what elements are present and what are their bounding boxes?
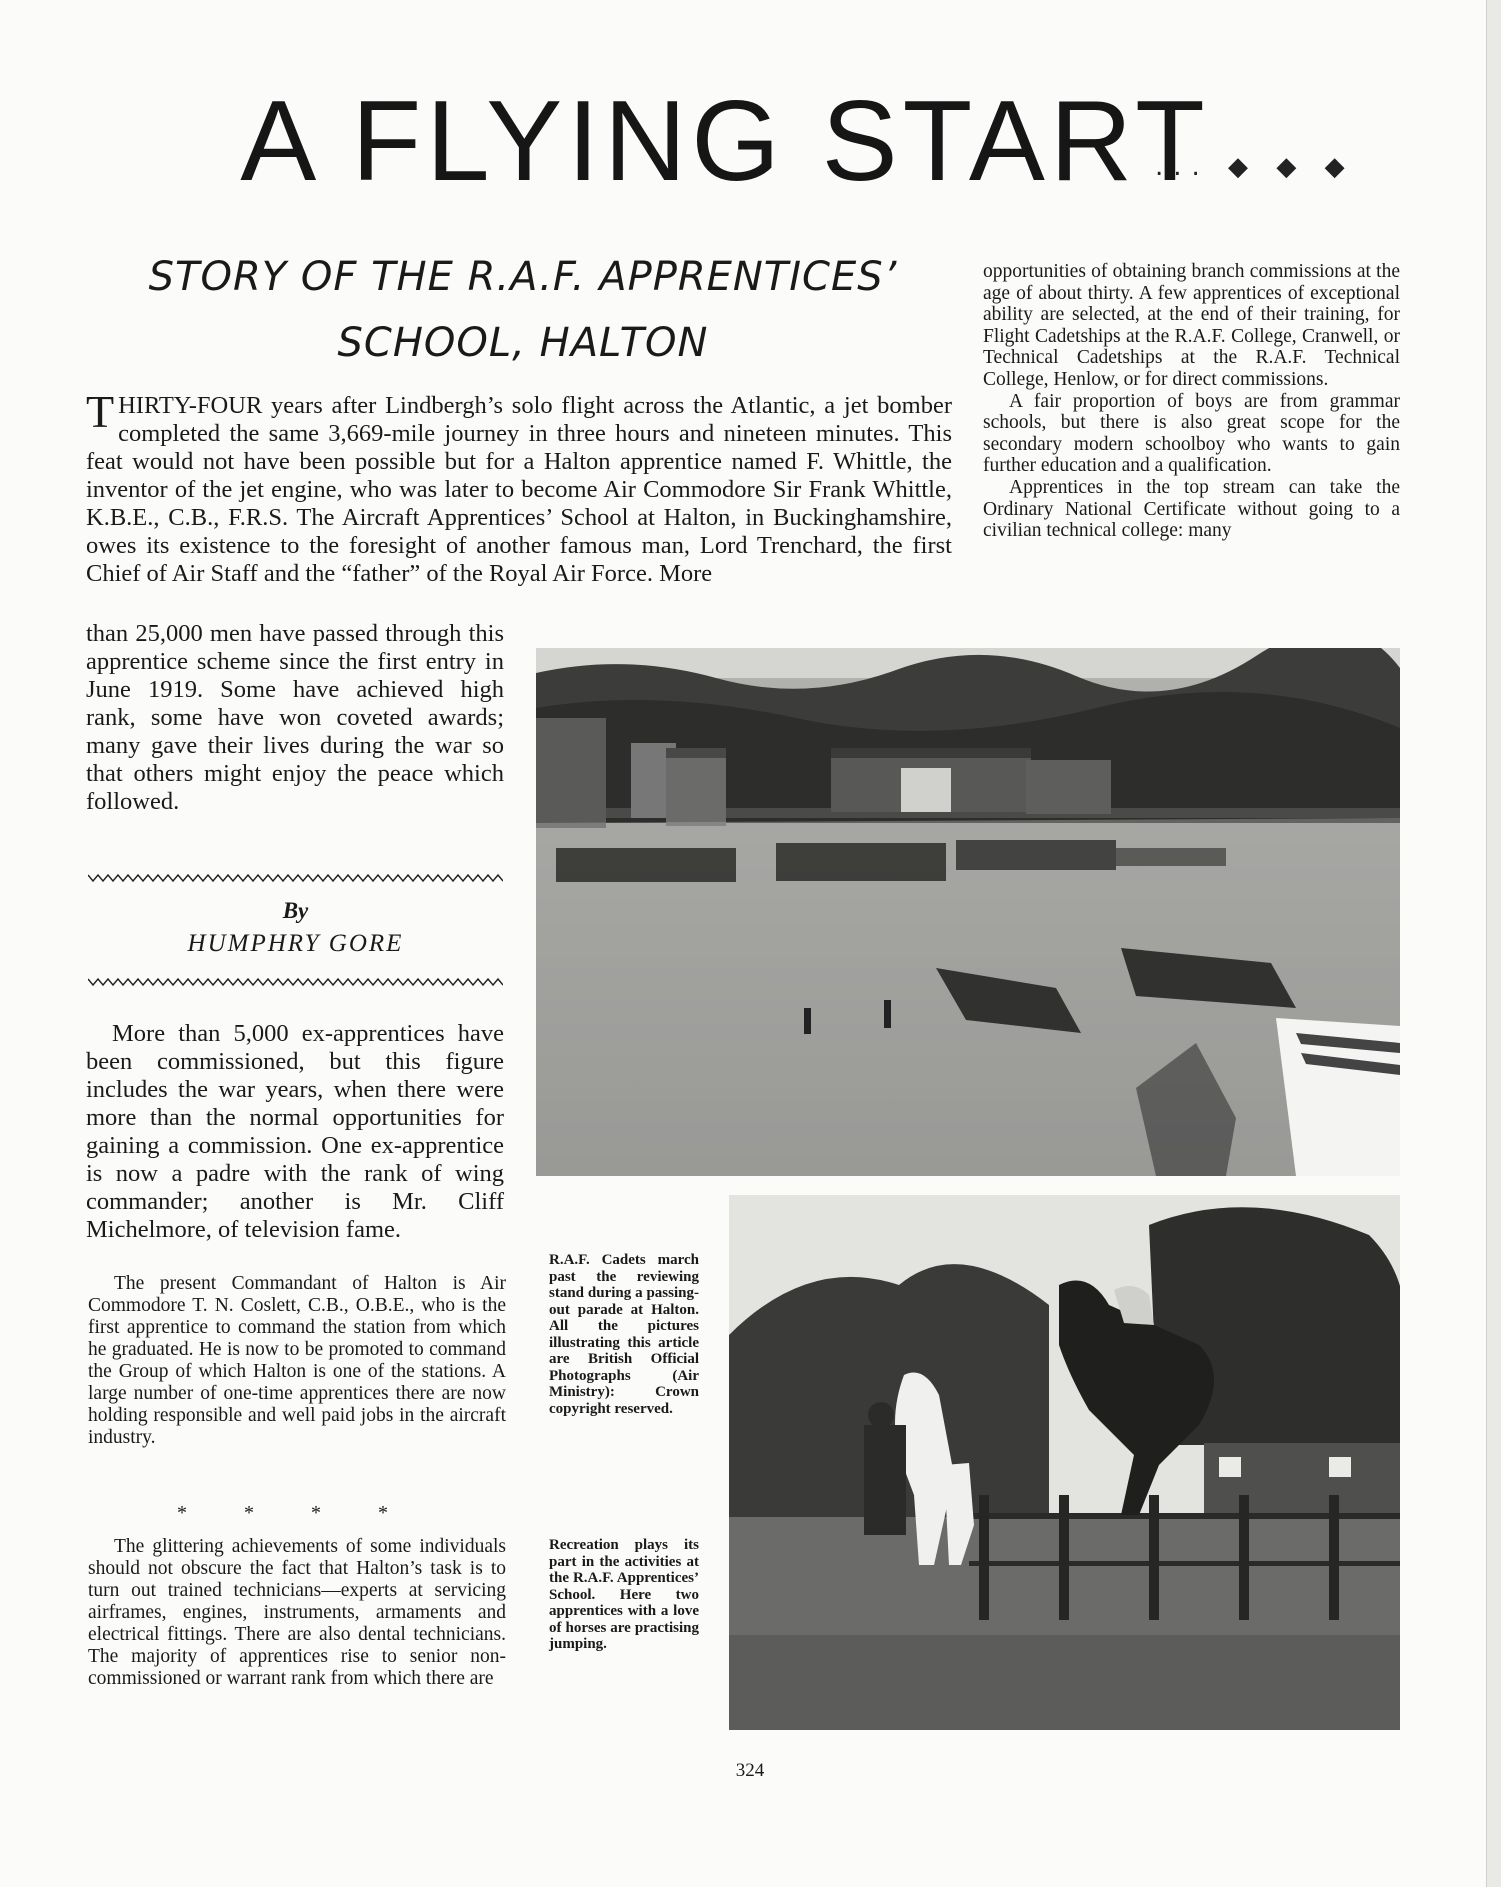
- page-edge: [1486, 0, 1501, 1887]
- subtitle-line-2: SCHOOL, HALTON: [337, 320, 709, 366]
- left-column-para-1: [86, 620, 504, 816]
- caption-parade: R.A.F. Cadets march past the reviewing stand during a passing-out parade at Halton. All the pictures illustrating this article are British Official Photographs (Air Ministry): Crown copyright reserved.: [549, 1252, 699, 1417]
- left-column-para-2: [86, 1020, 504, 1244]
- byline-by: By: [282, 898, 309, 923]
- left-column-para-4: [88, 1536, 506, 1690]
- byline-author: HUMPHRY GORE: [187, 930, 404, 957]
- page-number: 324: [735, 1760, 765, 1781]
- left-column-para-3: [88, 1273, 506, 1449]
- intro-text: HIRTY-FOUR years after Lindbergh’s solo flight across the Atlantic, a jet bomber completed the same 3,669-mile journey in three hours and nineteen minutes. This feat would not have been possible but for a Halton apprentice named F. Whittle, the inventor of the jet engine, who was later to become Air Commodore Sir Frank Whittle, K.B.E., C.B., F.R.S. The Aircraft Apprentices’ School at Halton, in Buckinghamshire, owes its existence to the foresight of another famous man, Lord Trenchard, the first Chief of Air Staff and the “father” of the Royal Air Force. More: [86, 392, 952, 587]
- parade-photo: [536, 648, 1400, 1176]
- right-column: [983, 261, 1400, 542]
- zigzag-rule-top: [88, 870, 503, 886]
- article-title: A FLYING START: [240, 78, 1210, 205]
- intro-paragraph: [86, 386, 952, 588]
- title-ornament: ... ◆ ◆ ◆: [1155, 152, 1355, 182]
- paragraph: The present Commandant of Halton is Air Commodore T. N. Coslett, C.B., O.B.E., who is the first apprentice to command the station from which he graduated. He is now to be promoted to command the Group of which Halton is one of the stations. A large number of one-time apprentices there are now holding responsible and well paid jobs in the aircraft industry.: [88, 1273, 506, 1448]
- paragraph: than 25,000 men have passed through this apprentice scheme since the first entry in June 1919. Some have achieved high rank, some have won coveted awards; many gave their lives during the war so that others might enjoy the peace which followed.: [86, 620, 504, 815]
- drop-cap: T: [86, 386, 115, 437]
- paragraph: A fair proportion of boys are from grammar schools, but there is also great scope for the secondary modern schoolboy who wants to gain further education and a qualification.: [983, 390, 1400, 477]
- paragraph: opportunities of obtaining branch commissions at the age of about thirty. A few apprentices of exceptional ability are selected, at the end of their training, for Flight Cadetships at the R.A.F. College, Cranwell, or Technical Cadetships at the R.A.F. Technical College, Henlow, or for direct commissions.: [983, 261, 1400, 390]
- section-separator: * * * *: [177, 1502, 414, 1524]
- article-subtitle: [88, 244, 958, 376]
- subtitle-line-1: STORY OF THE R.A.F. APPRENTICES’: [148, 254, 898, 300]
- paragraph: Apprentices in the top stream can take the Ordinary National Certificate without going to a civilian technical college: many: [983, 476, 1400, 542]
- horses-photo: [729, 1195, 1400, 1730]
- paragraph: More than 5,000 ex-apprentices have been commissioned, but this figure includes the war years, when there were more than the normal opportunities for gaining a commission. One ex-apprentice is now a padre with the rank of wing commander; another is Mr. Cliff Michelmore, of television fame.: [86, 1020, 504, 1243]
- zigzag-rule-bottom: [88, 974, 503, 990]
- paragraph: The glittering achievements of some individuals should not obscure the fact that Halton’s task is to turn out trained technicians—experts at servicing airframes, engines, instruments, armaments and electrical fittings. There are also dental technicians. The majority of apprentices rise to senior non-commissioned or warrant rank from which there are: [88, 1536, 506, 1689]
- caption-horses: Recreation plays its part in the activities at the R.A.F. Apprentices’ School. Here two apprentices with a love of horses are practising jumping.: [549, 1537, 699, 1652]
